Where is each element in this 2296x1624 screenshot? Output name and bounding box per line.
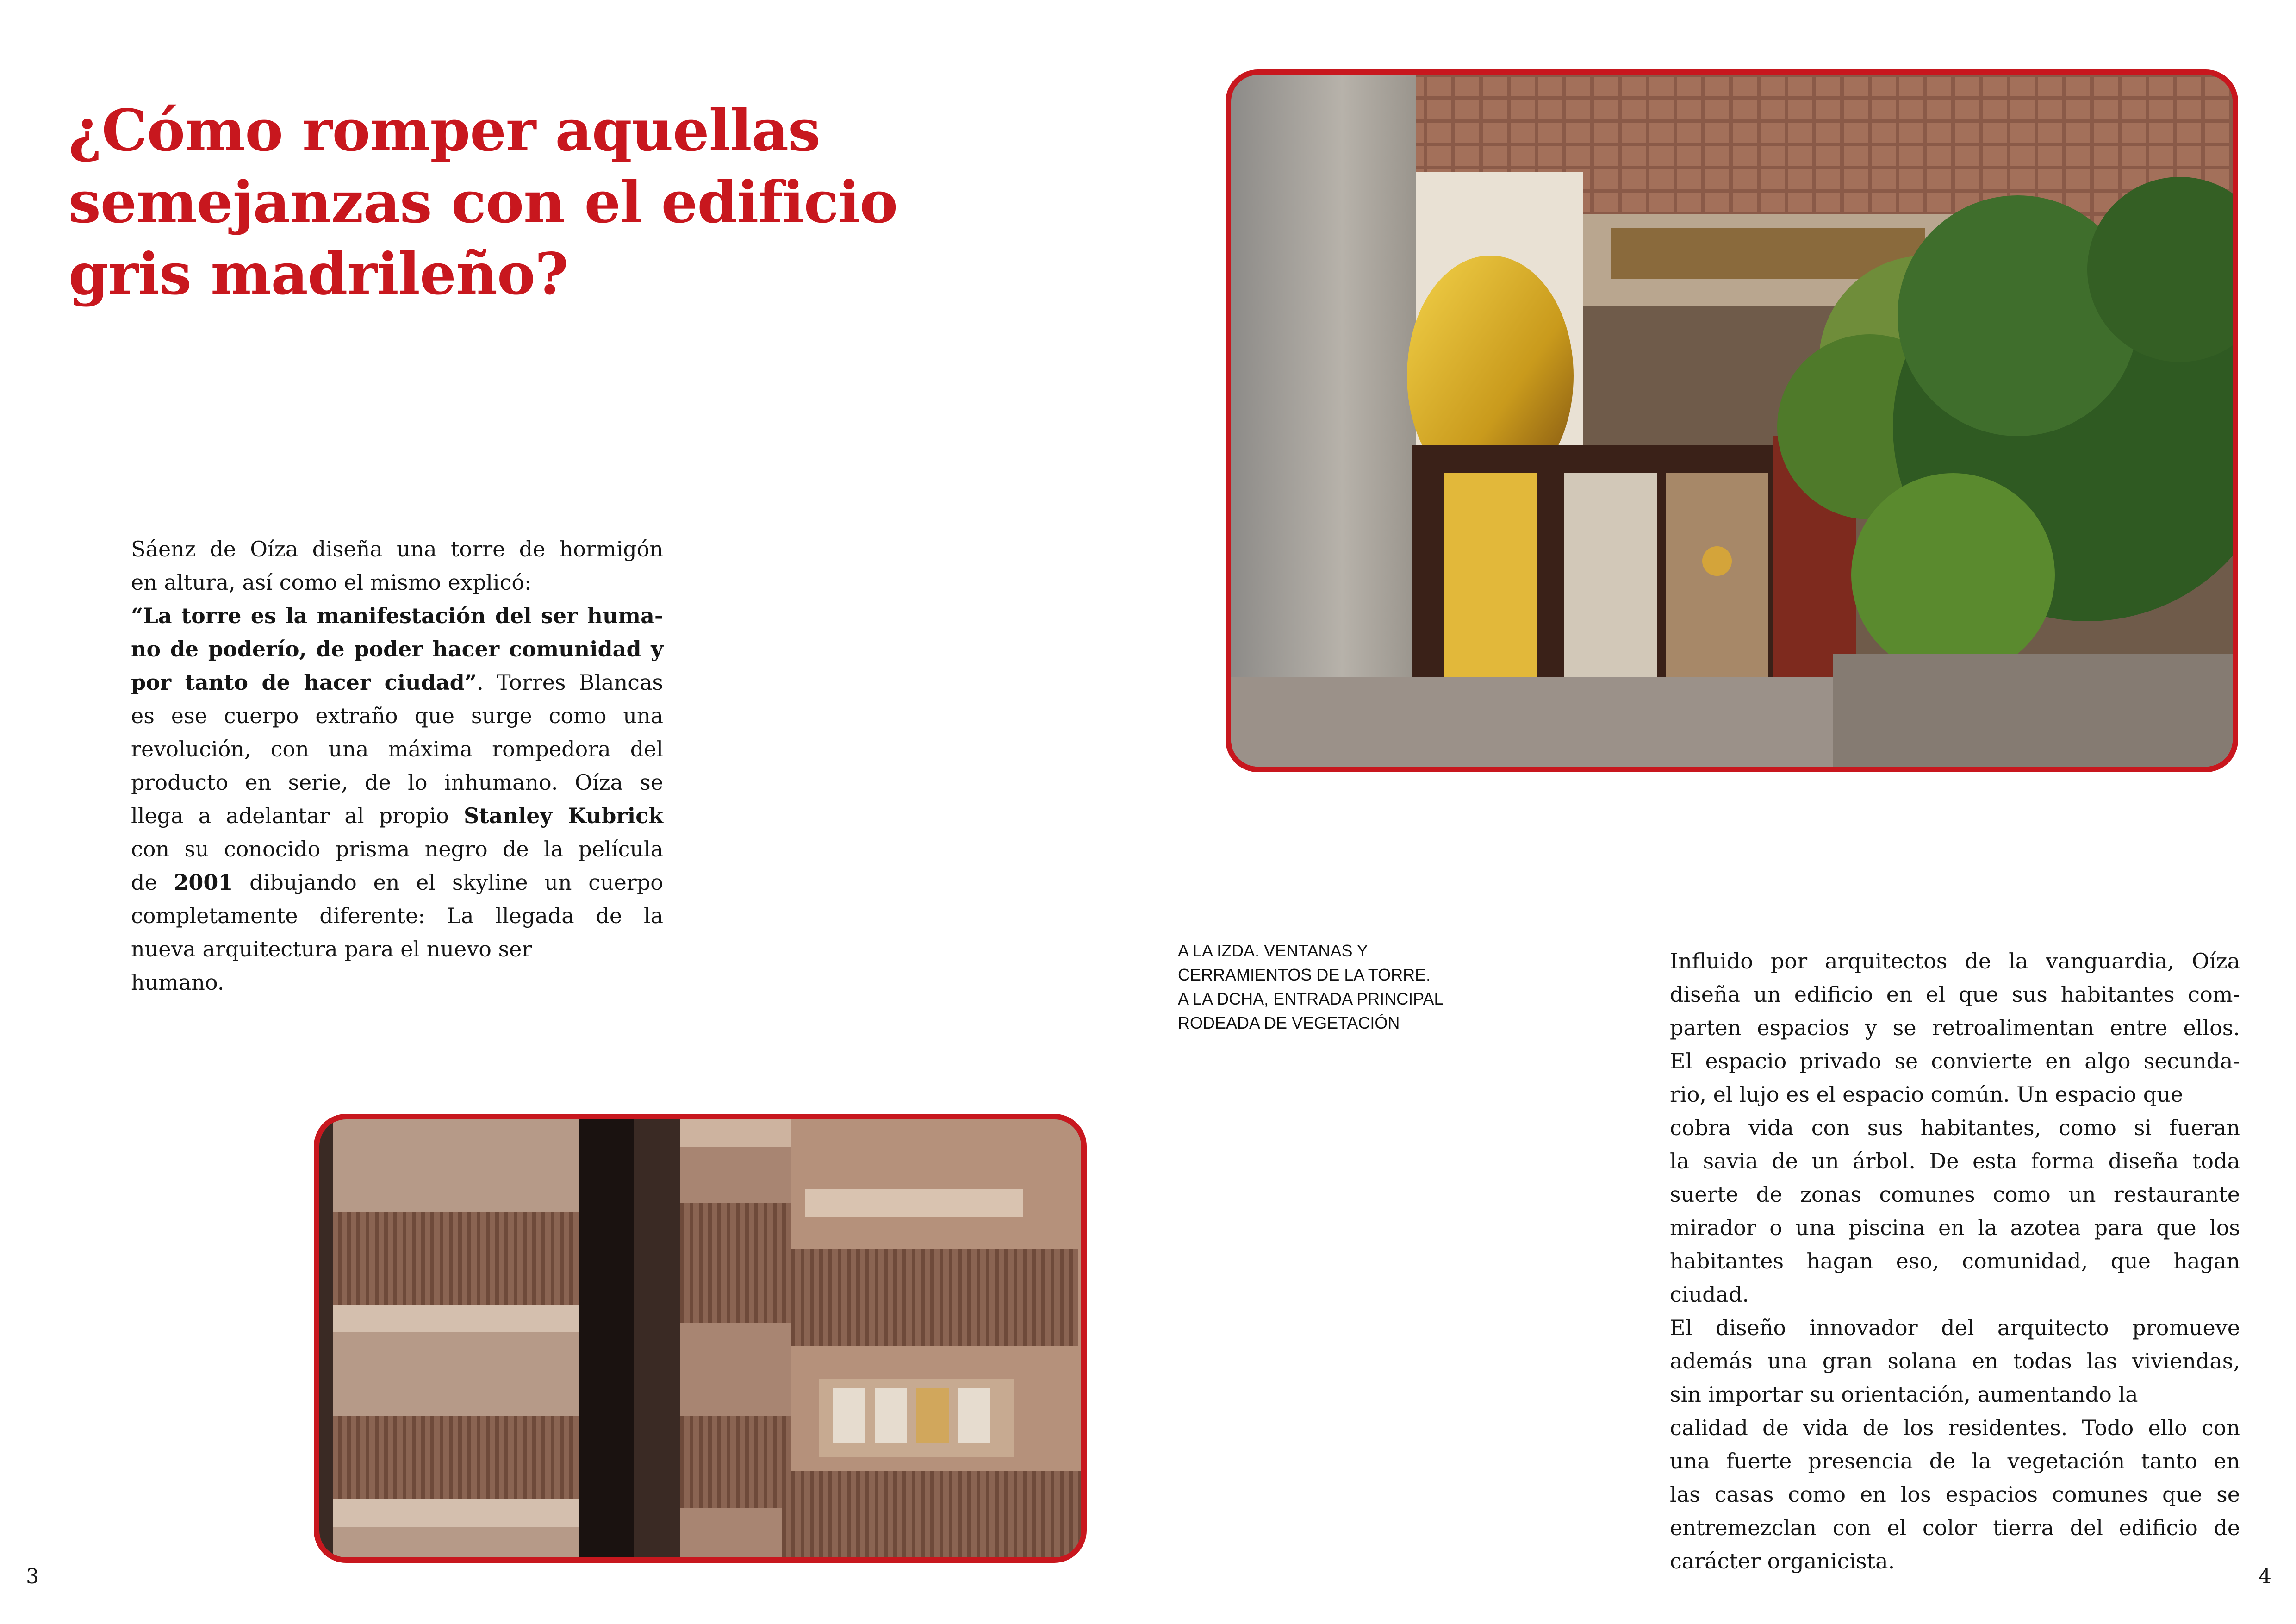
quote-line: no de poderío, de poder hacer comunidad y	[131, 637, 663, 662]
text-line: de 2001 dibujando en el skyline un cuerpo	[131, 870, 664, 895]
text-line: completamente diferente: La llegada de la	[131, 903, 663, 928]
page-number-right: 4	[2259, 1565, 2271, 1588]
headline-line: semejanzas con el edificio	[68, 169, 898, 236]
headline-line: gris madrileño?	[68, 241, 568, 308]
text-line: Influido por arquitectos de la vanguardia, Oíza	[1670, 949, 2240, 974]
text-line: además una gran solana en todas las viviendas,	[1670, 1349, 2240, 1374]
tower-windows-illustration	[319, 1119, 1081, 1557]
text-line: calidad de vida de los residentes. Todo ello con	[1670, 1415, 2240, 1440]
text-line: El espacio privado se convierte en algo secunda-	[1670, 1049, 2240, 1074]
text-line: es ese cuerpo extraño que surge como una	[131, 703, 663, 728]
text-line: sin importar su orientación, aumentando la	[1670, 1382, 2138, 1407]
left-column-text	[131, 532, 663, 999]
caption-line: A LA IZDA. VENTANAS Y	[1178, 941, 1368, 960]
text-line: mirador o una piscina en la azotea para que los	[1670, 1215, 2240, 1240]
text-line: producto en serie, de lo inhumano. Oíza se	[131, 770, 663, 795]
caption-line: A LA DCHA, ENTRADA PRINCIPAL	[1178, 989, 1444, 1008]
text-line: parten espacios y se retroalimentan entre ellos.	[1670, 1015, 2240, 1040]
text-line: en altura, así como el mismo explicó:	[131, 570, 532, 595]
text-line: humano.	[131, 970, 224, 995]
text-line: las casas como en los espacios comunes que se	[1670, 1482, 2240, 1507]
text-line: una fuerte presencia de la vegetación tanto en	[1670, 1449, 2240, 1474]
text-line: Sáenz de Oíza diseña una torre de hormigón	[131, 537, 663, 562]
entrance-photo-illustration	[1231, 75, 2233, 767]
text-line: El diseño innovador del arquitecto promueve	[1670, 1315, 2240, 1340]
text-line: suerte de zonas comunes como un restaurante	[1670, 1182, 2240, 1207]
caption-line: RODEADA DE VEGETACIÓN	[1178, 1013, 1400, 1032]
page-number-left: 3	[26, 1565, 39, 1588]
text-line: ciudad.	[1670, 1282, 1749, 1307]
text-line: nueva arquitectura para el nuevo ser	[131, 937, 532, 962]
text-line: carácter organicista.	[1670, 1549, 1895, 1574]
caption-line: CERRAMIENTOS DE LA TORRE.	[1178, 965, 1431, 984]
text-line: diseña un edificio en el que sus habitantes com-	[1670, 982, 2240, 1007]
headline-line: ¿Cómo romper aquellas	[68, 97, 820, 164]
text-line: la savia de un árbol. De esta forma diseña toda	[1670, 1149, 2240, 1174]
text-line: con su conocido prisma negro de la película	[131, 837, 663, 862]
text-line: llega a adelantar al propio Stanley Kubrick	[131, 803, 664, 828]
text-line: habitantes hagan eso, comunidad, que hagan	[1670, 1249, 2240, 1274]
text-line: rio, el lujo es el espacio común. Un espacio que	[1670, 1082, 2183, 1107]
headline	[68, 95, 898, 310]
text-line: cobra vida con sus habitantes, como si fueran	[1670, 1115, 2240, 1140]
quote-line: por tanto de hacer ciudad”. Torres Blancas	[131, 670, 664, 695]
right-column-text	[1670, 944, 2240, 1578]
photo-caption	[1178, 939, 1511, 1035]
text-line: entremezclan con el color tierra del edificio de	[1670, 1515, 2240, 1540]
quote-line: “La torre es la manifestación del ser huma-	[131, 603, 663, 628]
tower-windows-photo	[314, 1114, 1087, 1563]
text-line: revolución, con una máxima rompedora del	[131, 737, 663, 762]
entrance-photo	[1226, 69, 2238, 772]
